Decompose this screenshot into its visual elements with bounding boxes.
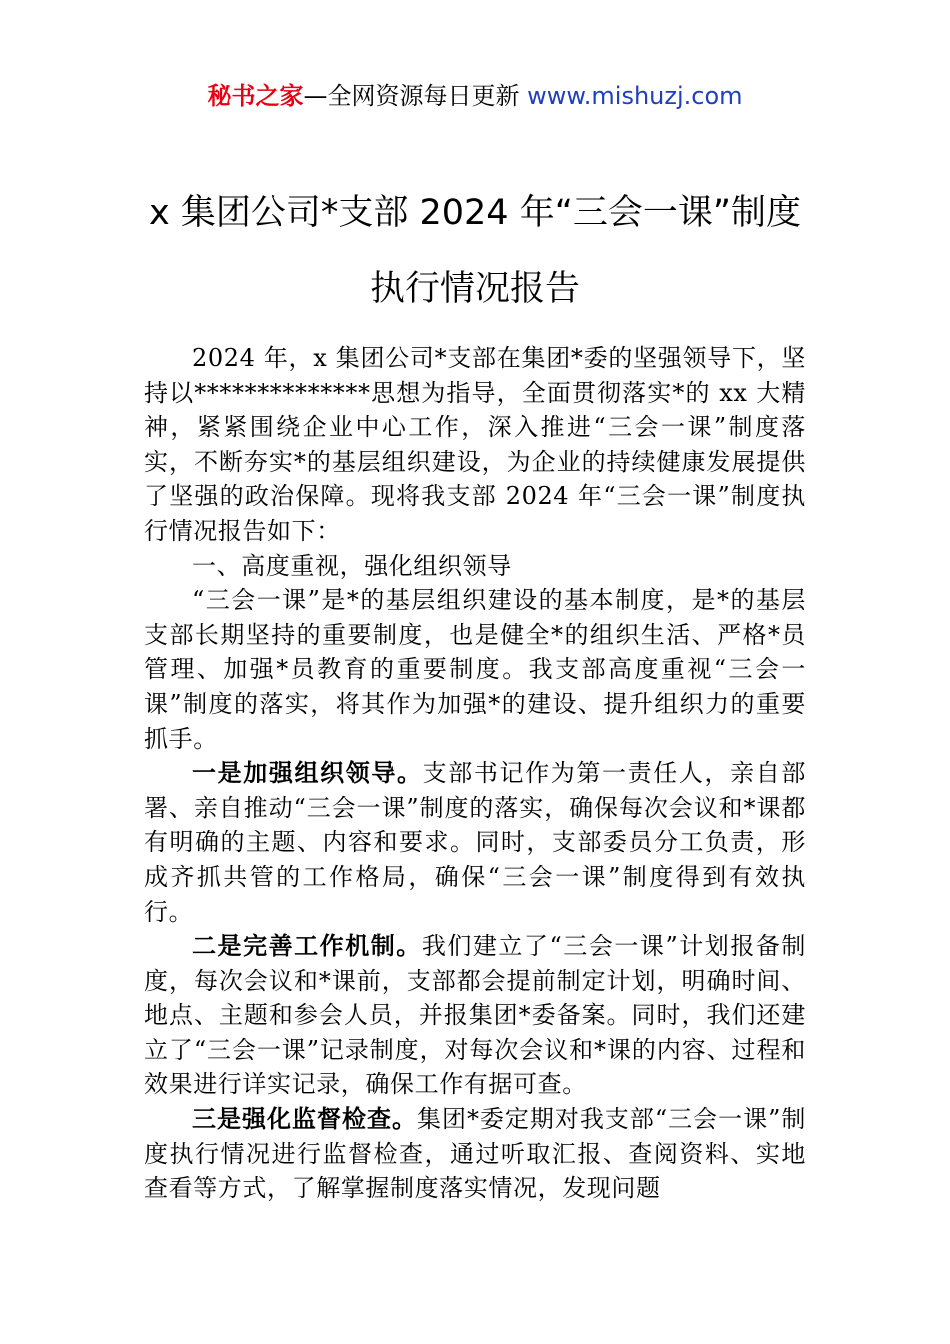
item-text-3: 集团*委定期对我支部“三会一课”制度执行情况进行监督检查，通过听取汇报、查阅资料、实地查看等方式，了解掌握制度落实情况，发现问题: [144, 1105, 806, 1203]
site-url[interactable]: www.mishuzj.com: [527, 82, 743, 110]
header-tagline: —全网资源每日更新: [303, 82, 528, 110]
title-line-1: x 集团公司*支部 2024 年“三会一课”制度: [149, 193, 801, 233]
site-header: [0, 78, 950, 114]
item-paragraph-1: [144, 756, 806, 929]
item-lead-1: 一是加强组织领导。: [192, 758, 423, 788]
document-title: [100, 175, 850, 327]
item-paragraph-3: [144, 1102, 806, 1206]
document-body: [144, 341, 806, 1206]
item-lead-3: 三是强化监督检查。: [192, 1104, 417, 1134]
item-paragraph-2: [144, 929, 806, 1102]
section-heading: 一、高度重视，强化组织领导: [192, 551, 512, 580]
intro-paragraph: 2024 年，x 集团公司*支部在集团*委的坚强领导下，坚持以**************思想为指导，全面贯彻落实*的 xx 大精神，紧紧围绕企业中心工作，深入推进“三会一课”制度落实，不断夯实*的基层组织建设，为企业的持续健康发展提供了坚强的政治保障。现将我支部 2024 年“三会一课”制度执行情况报告如下：: [144, 344, 806, 545]
item-text-1: 支部书记作为第一责任人，亲自部署、亲自推动“三会一课”制度的落实，确保每次会议和*课都有明确的主题、内容和要求。同时，支部委员分工负责，形成齐抓共管的工作格局，确保“三会一课”制度得到有效执行。: [144, 759, 807, 926]
item-lead-2: 二是完善工作机制。: [192, 931, 422, 961]
item-text-2: 我们建立了“三会一课”计划报备制度，每次会议和*课前，支部都会提前制定计划，明确时间、地点、主题和参会人员，并报集团*委备案。同时，我们还建立了“三会一课”记录制度，对每次会议和*课的内容、过程和效果进行详实记录，确保工作有据可查。: [144, 932, 806, 1099]
title-line-2: 执行情况报告: [369, 269, 580, 309]
brand-name: 秘书之家: [207, 82, 304, 110]
section-paragraph: “三会一课”是*的基层组织建设的基本制度，是*的基层支部长期坚持的重要制度，也是健全*的组织生活、严格*员管理、加强*员教育的重要制度。我支部高度重视“三会一课”制度的落实，将其作为加强*的建设、提升组织力的重要抓手。: [144, 586, 806, 753]
